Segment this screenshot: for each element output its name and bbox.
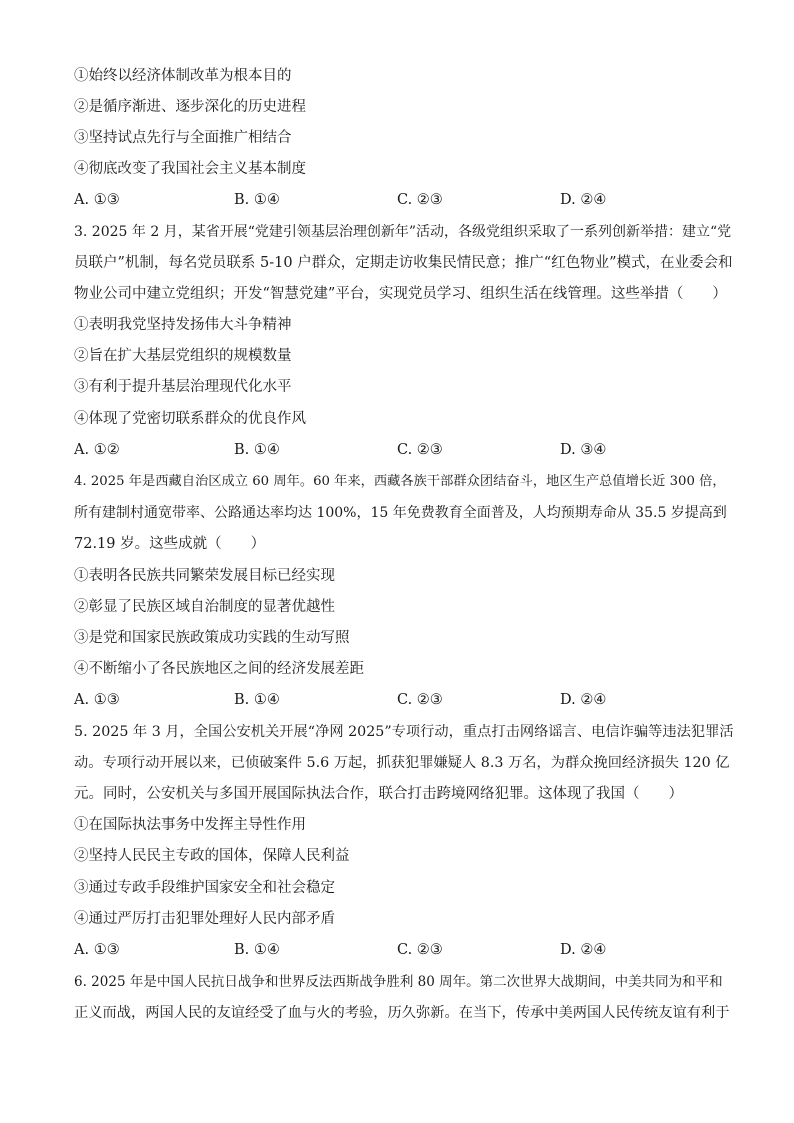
- q2-statement-2: ②是循序渐进、逐步深化的历史进程: [74, 99, 306, 115]
- q4-stem-line-3: 72.19 岁。这些成就（ ）: [74, 536, 266, 552]
- q3-stem-line-3: 物业公司中建立党组织；开发“智慧党建”平台，实现党员学习、组织生活在线管理。这些举措（ ）: [74, 286, 727, 302]
- q2-options: [74, 190, 734, 210]
- q5-stem-line-2: 动。专项行动开展以来，已侦破案件 5.6 万起，抓获犯罪嫌疑人 8.3 万名，为群众挽回经济损失 120 亿: [74, 755, 730, 771]
- q3-option-d: D. ③④: [560, 442, 607, 458]
- q4-option-a: A. ①③: [74, 692, 120, 708]
- q3-stem-line-2: 员联户”机制，每名党员联系 5-10 户群众，定期走访收集民情民意；推广“红色物业”模式，在业委会和: [74, 255, 733, 271]
- q3-statement-1: ①表明我党坚持发扬伟大斗争精神: [74, 317, 292, 333]
- q4-statement-4: ④不断缩小了各民族地区之间的经济发展差距: [74, 661, 364, 677]
- q4-stem-line-2: 所有建制村通宽带率、公路通达率均达 100%，15 年免费教育全面普及，人均预期寿命从 35.5 岁提高到: [74, 505, 727, 521]
- q3-option-c: C. ②③: [397, 442, 443, 458]
- q5-statement-4: ④通过严厉打击犯罪处理好人民内部矛盾: [74, 911, 335, 927]
- q2-option-a: A. ①③: [74, 192, 120, 208]
- q6-stem-line-2: 正义而战，两国人民的友谊经受了血与火的考验，历久弥新。在当下，传承中美两国人民传统友谊有利于: [74, 1005, 730, 1021]
- q2-statement-4: ④彻底改变了我国社会主义基本制度: [74, 161, 306, 177]
- q5-stem-line-3: 元。同时，公安机关与多国开展国际执法合作，联合打击跨境网络犯罪。这体现了我国（ ）: [74, 786, 683, 802]
- q3-stem-line-1: 3. 2025 年 2 月，某省开展“党建引领基层治理创新年”活动，各级党组织采取了一系列创新举措：建立“党: [74, 224, 732, 240]
- q3-statement-2: ②旨在扩大基层党组织的规模数量: [74, 348, 292, 364]
- q2-statement-1: ①始终以经济体制改革为根本目的: [74, 68, 292, 84]
- q4-options: [74, 690, 734, 710]
- q5-stem-line-1: 5. 2025 年 3 月，全国公安机关开展“净网 2025”专项行动，重点打击网络谣言、电信诈骗等违法犯罪活: [74, 724, 734, 740]
- q2-option-c: C. ②③: [397, 192, 443, 208]
- q4-option-c: C. ②③: [397, 692, 443, 708]
- q3-statement-3: ③有利于提升基层治理现代化水平: [74, 379, 292, 395]
- q5-statement-1: ①在国际执法事务中发挥主导性作用: [74, 817, 306, 833]
- q5-option-d: D. ②④: [560, 942, 607, 958]
- q6-stem-line-1: 6. 2025 年是中国人民抗日战争和世界反法西斯战争胜利 80 周年。第二次世界大战期间，中美共同为和平和: [74, 974, 723, 990]
- q5-statement-2: ②坚持人民民主专政的国体，保障人民利益: [74, 848, 350, 864]
- q5-statement-3: ③通过专政手段维护国家安全和社会稳定: [74, 880, 335, 896]
- q4-option-b: B. ①④: [234, 692, 280, 708]
- q2-option-b: B. ①④: [234, 192, 280, 208]
- q3-options: [74, 440, 734, 460]
- q5-options: [74, 940, 734, 960]
- q2-option-d: D. ②④: [560, 192, 607, 208]
- q4-option-d: D. ②④: [560, 692, 607, 708]
- q2-statement-3: ③坚持试点先行与全面推广相结合: [74, 130, 292, 146]
- q4-statement-1: ①表明各民族共同繁荣发展目标已经实现: [74, 568, 335, 584]
- q4-statement-3: ③是党和国家民族政策成功实践的生动写照: [74, 630, 350, 646]
- q3-option-a: A. ①②: [74, 442, 120, 458]
- q3-option-b: B. ①④: [234, 442, 280, 458]
- q5-option-a: A. ①③: [74, 942, 120, 958]
- q4-statement-2: ②彰显了民族区域自治制度的显著优越性: [74, 599, 335, 615]
- q3-statement-4: ④体现了党密切联系群众的优良作风: [74, 411, 306, 427]
- q4-stem-line-1: 4. 2025 年是西藏自治区成立 60 周年。60 年来，西藏各族干部群众团结奋斗，地区生产总值增长近 300 倍，: [74, 474, 726, 489]
- q5-option-c: C. ②③: [397, 942, 443, 958]
- q5-option-b: B. ①④: [234, 942, 280, 958]
